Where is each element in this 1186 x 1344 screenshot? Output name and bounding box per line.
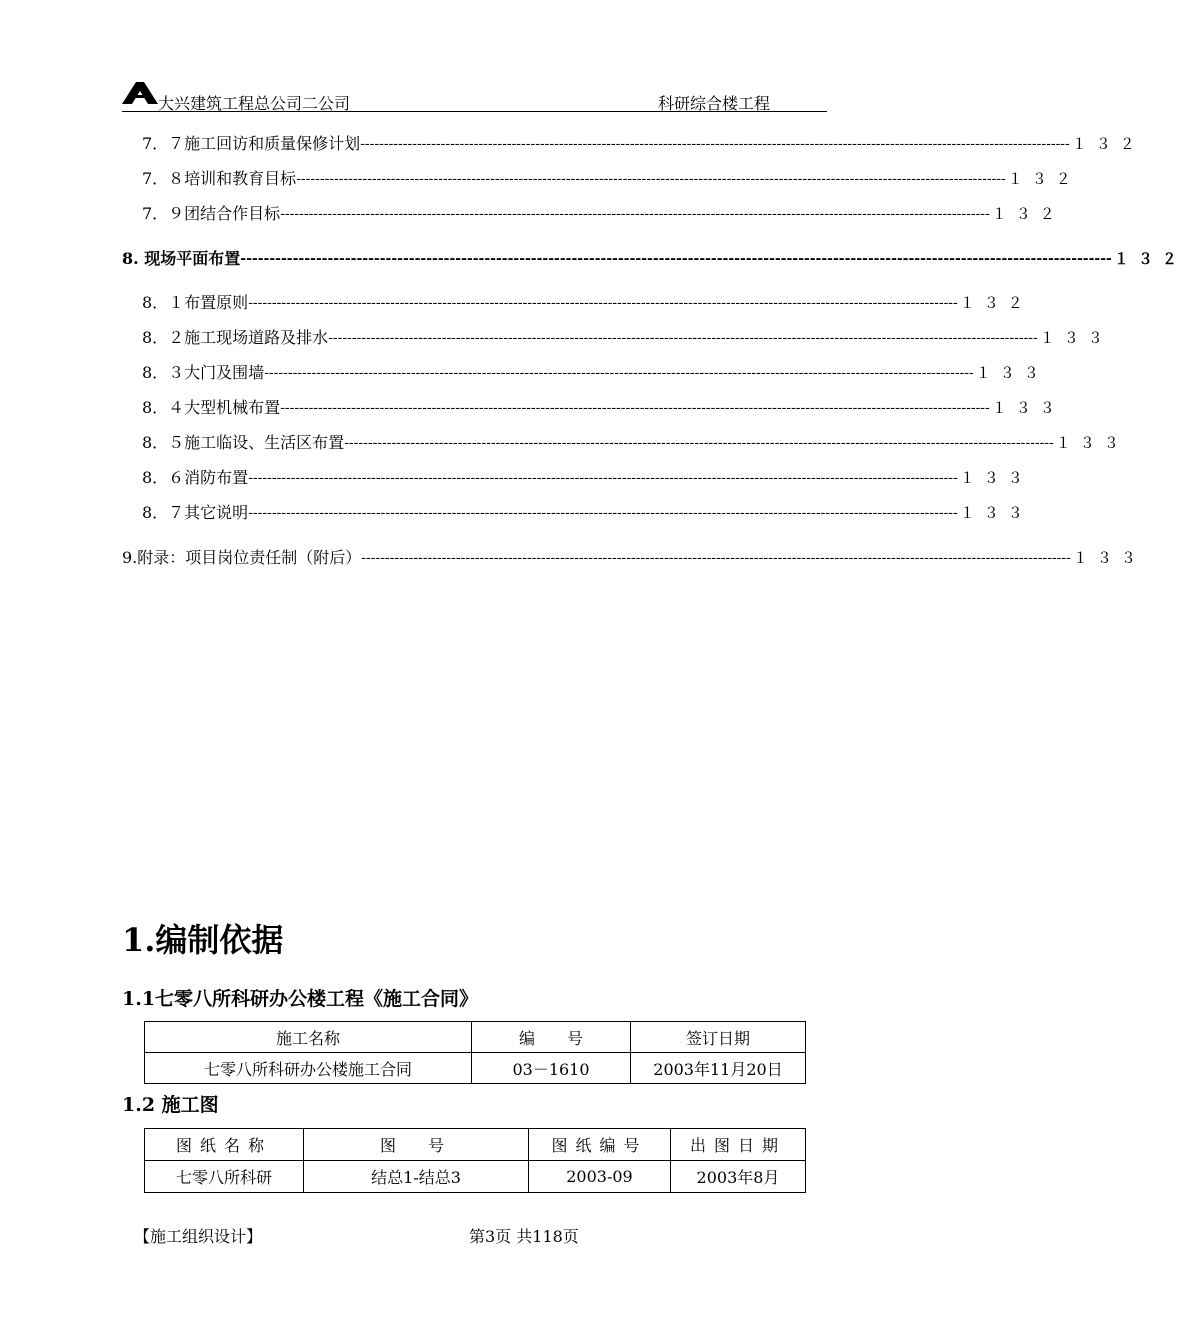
footer-page-number: 第3页 共118页: [469, 1227, 579, 1246]
toc-label: 8．２施工现场道路及排水: [142, 328, 329, 347]
toc-entry[interactable]: [122, 291, 1032, 313]
table-header-cell: 签订日期: [631, 1022, 806, 1053]
toc-label: 8．１布置原则: [142, 293, 249, 312]
toc-page: １３３: [1039, 329, 1112, 347]
table-header-cell: 编 号: [472, 1022, 631, 1053]
toc-label: 7．７施工回访和质量保修计划: [142, 134, 361, 153]
subsection-heading: 1.1七零八所科研办公楼工程《施工合同》: [122, 988, 479, 1010]
contract-table: [144, 1021, 806, 1084]
toc-entry[interactable]: [122, 546, 1145, 568]
table-row: [145, 1161, 806, 1193]
toc-label: 8．３大门及围墙: [142, 363, 265, 382]
subsection-heading: 1.2 施工图: [122, 1094, 219, 1116]
toc-entry[interactable]: [122, 202, 1064, 224]
toc-page: １３２: [959, 294, 1032, 312]
table-row: [145, 1053, 806, 1084]
toc-leader: ------------------------------------------------------------------------------------------------------------------------------------------------------: [360, 136, 1070, 152]
table-header-cell: 图 号: [304, 1129, 529, 1161]
table-header-cell: 图纸名称: [145, 1129, 304, 1161]
toc-entry[interactable]: [122, 396, 1064, 418]
toc-page: １３２: [991, 205, 1064, 223]
table-cell: 七零八所科研: [145, 1161, 304, 1193]
table-header-cell: 出图日期: [671, 1129, 806, 1161]
table-cell: 七零八所科研办公楼施工合同: [145, 1053, 472, 1084]
toc-page: １３３: [991, 399, 1064, 417]
toc-leader: ------------------------------------------------------------------------------------------------------------------------------------------------------: [248, 505, 958, 521]
toc-page: １３３: [1072, 549, 1145, 567]
toc-leader: ------------------------------------------------------------------------------------------------------------------------------------------------------: [361, 550, 1071, 566]
table-cell: 结总1-结总3: [304, 1161, 529, 1193]
table-cell: 2003年8月: [671, 1161, 806, 1193]
toc-page: １３３: [959, 504, 1032, 522]
toc-leader: ------------------------------------------------------------------------------------------------------------------------------------------------------: [344, 435, 1054, 451]
footer-doc-title: 【施工组织设计】: [134, 1227, 263, 1246]
toc-leader: ------------------------------------------------------------------------------------------------------------------------------------------------------: [240, 251, 1112, 267]
toc-label: 8. 现场平面布置: [122, 249, 241, 268]
toc-leader: ------------------------------------------------------------------------------------------------------------------------------------------------------: [280, 400, 990, 416]
toc-leader: ------------------------------------------------------------------------------------------------------------------------------------------------------: [280, 206, 990, 222]
table-header-cell: 施工名称: [145, 1022, 472, 1053]
table-header-cell: 图纸编号: [529, 1129, 671, 1161]
toc-leader: ------------------------------------------------------------------------------------------------------------------------------------------------------: [264, 365, 974, 381]
toc-label: 9.附录：项目岗位责任制（附后）: [122, 548, 362, 567]
toc-label: 8．７其它说明: [142, 503, 249, 522]
toc-page: １３３: [975, 364, 1048, 382]
toc-label: 8．６消防布置: [142, 468, 249, 487]
toc-entry[interactable]: [122, 466, 1032, 488]
toc-entry[interactable]: [122, 501, 1032, 523]
toc-label: 8．４大型机械布置: [142, 398, 281, 417]
toc-entry[interactable]: [122, 361, 1048, 383]
company-logo-icon: [122, 80, 158, 106]
table-cell: 2003-09: [529, 1161, 671, 1193]
toc-label: 7．９团结合作目标: [142, 204, 281, 223]
toc-page: １３２: [1007, 170, 1080, 188]
table-cell: 2003年11月20日: [631, 1053, 806, 1084]
toc-label: 7．８培训和教育目标: [142, 169, 297, 188]
drawing-table: [144, 1128, 806, 1193]
toc-leader: ------------------------------------------------------------------------------------------------------------------------------------------------------: [248, 470, 958, 486]
table-header-row: [145, 1022, 806, 1053]
toc-entry[interactable]: [122, 247, 1186, 269]
project-name: 科研综合楼工程: [657, 94, 770, 113]
toc-leader: ------------------------------------------------------------------------------------------------------------------------------------------------------: [328, 330, 1038, 346]
table-cell: 03－1610: [472, 1053, 631, 1084]
table-header-row: [145, 1129, 806, 1161]
toc-entry[interactable]: [122, 167, 1080, 189]
toc-page: １３２: [1113, 250, 1186, 268]
toc-page: １３３: [959, 469, 1032, 487]
toc-leader: ------------------------------------------------------------------------------------------------------------------------------------------------------: [248, 295, 958, 311]
toc-entry[interactable]: [122, 431, 1128, 453]
toc-label: 8．５施工临设、生活区布置: [142, 433, 345, 452]
section-heading: 1.编制依据: [122, 921, 284, 959]
company-name: 大兴建筑工程总公司二公司: [158, 94, 351, 113]
toc-page: １３３: [1055, 434, 1128, 452]
toc-page: １３２: [1071, 135, 1144, 153]
toc-entry[interactable]: [122, 132, 1144, 154]
toc-leader: ------------------------------------------------------------------------------------------------------------------------------------------------------: [296, 171, 1006, 187]
page-header: [122, 78, 827, 112]
toc-entry[interactable]: [122, 326, 1112, 348]
